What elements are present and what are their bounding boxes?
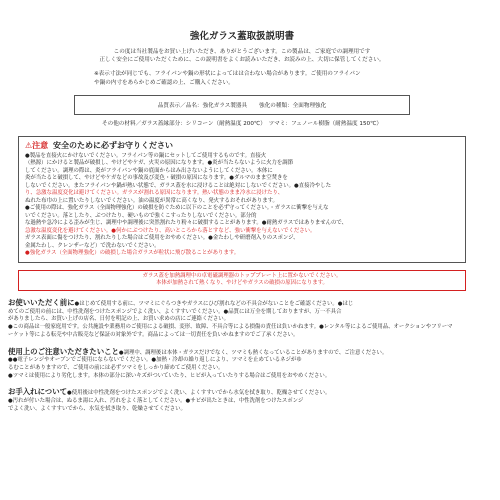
section-line xyxy=(8,316,476,324)
caution-line: り、急激な温度変化は避けてください。ガラスが割れる原因になります。熱い状態のまま冷水に浸けたり、 xyxy=(25,190,284,197)
section-line xyxy=(8,373,476,381)
section-text: ●この商品は一般家庭用です。公共施設や業務用のご使用による破損、変形、故障、不具合等による損傷の責任は負いかねます。●レンタル等によるご使用品、オークションやフリーマ xyxy=(8,324,453,331)
warning-icon: ⚠注意 xyxy=(25,140,49,150)
caution-line: ●強化ガラス（全面物理強化）の破損した場合ガラスが粒状に飛び散ることがあります。 xyxy=(25,250,240,257)
caution-line: 金属たわし、クレンザーなど）で洗わないでください。 xyxy=(25,242,160,249)
section xyxy=(8,348,476,381)
caution-line: ●製品を直接火にかけないでください。フライパン等の鍋にセットしてご使用するものです。直接火 xyxy=(25,152,267,159)
caution-line: いでください。落としたり、ぶつけたり、硬いもので強くこすったりしないでください。部分的 xyxy=(25,212,257,219)
section-line xyxy=(8,299,476,309)
caution-line: ガラス表面に傷をつけたり、割れたりした場合はご使用をおやめください。●金たわしや研磨剤入りのスポンジ、 xyxy=(25,235,299,242)
section-text: ●使用後は中性洗剤をつけたスポンジでよく洗い、よくすすいでから水気を拭き取り、乾燥させてください。 xyxy=(66,390,331,397)
caution-heading-text: 安全のために必ずお守りください xyxy=(52,140,173,150)
section-line xyxy=(8,332,476,340)
caution-line: 急激な温度変化を避けてください。●何かにぶつけたり、高いところから落とすなど、強い衝撃を与えないでください。 xyxy=(25,227,316,234)
section-line xyxy=(8,406,476,414)
caution-line: （熱源）にかけると製品が破損し、やけどやケガ、火災の原因になります。●炎が当たらないように火力を調節 xyxy=(25,160,294,167)
spec-kind: 強化の種類：全面物理強化 xyxy=(259,102,327,109)
section xyxy=(8,388,476,413)
section xyxy=(8,299,476,340)
caution-line: しないでください。またフライパンや鍋が熱い状態で、ガラス蓋を水に浸けることは絶対にしないでください。●直接冷やした xyxy=(25,182,332,189)
section-line xyxy=(8,365,476,373)
section-heading: 使用上のご注意いただきたいこと xyxy=(8,346,119,356)
intro-line-2: 正しく安全にご使用いただくために、この説明書をよくお読みいただき、お読みの上、大切に保管してください。 xyxy=(99,57,385,64)
section-line xyxy=(8,324,476,332)
caution-line: 炎が当たると破損して、やけどやケガなどの事故及び変色・破損の原因になります。●ダルマのまま空焚きを xyxy=(25,175,288,182)
section-text: ●ツマミは使用により劣化します。本体の部分に深いキズがついていたり、ヒビが入っていたりする場合はご使用をおやめください。 xyxy=(8,372,331,379)
section-line xyxy=(8,357,476,365)
red-warning-line-2: 本体が加熱されて熱くなり、やけどやガラスの破損の原因になります。 xyxy=(156,280,328,287)
section-line xyxy=(8,348,476,358)
section-text: がありましたら、お買い上げの店名、日付を明記の上、お買い求めの店にご連絡ください。 xyxy=(8,316,230,323)
caution-lines xyxy=(25,153,459,258)
section-text: めてのご使用の前には、中性洗剤をつけたスポンジでよく洗い、よくすすいでください。●品質には万全を期しておりますが、万一不具合 xyxy=(8,308,342,315)
spec-box xyxy=(74,95,410,115)
red-warning-line-1: ガラス蓋を加熱調理中の卓電磁調理器のトッププレート上に置かないでください。 xyxy=(142,272,342,279)
caution-line: してください。調理の際は、炎がフライパンや鍋の底面からはみ出さないようにしてください。本体に xyxy=(25,167,273,174)
spec-label: 品質表示／品名：強化ガラス製器具 xyxy=(157,102,248,109)
caution-line: ●ご使用の際は、強化ガラス（全面物理強化）の破損を防ぐために以下のことを必ず守ってください。・ガラスに衝撃を与えな xyxy=(25,205,329,212)
caution-line: な過熱や急冷による歪みが生じ、調理中や調理後に突然割れたり粉々に破損することがあります。●耐熱ガラスではありませんので、 xyxy=(25,220,348,227)
note-line-1: ※表示寸法が同じでも、フライパンや鍋の形状によってはは合わない場合があります。ご使用のフライパン xyxy=(94,71,361,78)
section-text: ●汚れが付いた場合は、ぬるま湯に入れ、汚れをよく落としてください。●サビが出たときは、中性洗剤をつけたスポンジ xyxy=(8,398,304,405)
caution-box xyxy=(18,136,466,263)
note-line-2: や鍋の内寸をあらかじめご確認の上、ご購入ください。 xyxy=(94,79,234,86)
section-text: ●調理中、調理後は本体・ガラスだけでなく、ツマミも熱くなっていることがありますので、ご注意ください。 xyxy=(118,349,388,356)
section-heading: お手入れについて xyxy=(8,387,67,397)
section-text: ●●電子レンジやオーブンでご使用にならないでください。●加熱・冷却の繰り返しにより、ツマミを止めているネジがゆ xyxy=(8,357,302,364)
sections xyxy=(8,299,476,413)
document-title: 強化ガラス蓋取扱説明書 xyxy=(189,31,295,42)
section-text: でよく洗い、よくすすいでから、水気を拭き取り、乾燥させてください。 xyxy=(8,405,186,412)
material-line: その他の材料／ガラス蓋縁部分：シリコーン（耐熱温度 200℃） ツマミ：フェノール樹脂（耐熱温度 150℃） xyxy=(102,120,382,127)
red-warning-box xyxy=(18,270,466,291)
intro-line-1: この度は当社製品をお買い上げいただき、ありがとうございます。この製品は、ご家庭での調理用です xyxy=(113,49,371,55)
section-line xyxy=(8,398,476,406)
section-text: るむことがありますので、ご使用の前には必ずツマミをしっかり締めてご使用ください。 xyxy=(8,364,224,371)
caution-line: ぬれた布巾の上に置いたりしないでください。油の温度が異常に高くなり、発火するおそれがあります。 xyxy=(25,197,278,204)
caution-heading xyxy=(25,140,459,151)
section-text: ーケット等による転売や中古販売など保証の対象外です。商品によっては一切責任を負いかねますのでご了承ください。 xyxy=(8,331,299,338)
section-text: ●はじめて使用する前に、ツマミにぐらつきやガラスにひび割れなどの不具合がないことをご確認ください。●はじ xyxy=(74,301,354,307)
section-line xyxy=(8,388,476,398)
section-heading: お使いいただく前に xyxy=(8,298,75,307)
